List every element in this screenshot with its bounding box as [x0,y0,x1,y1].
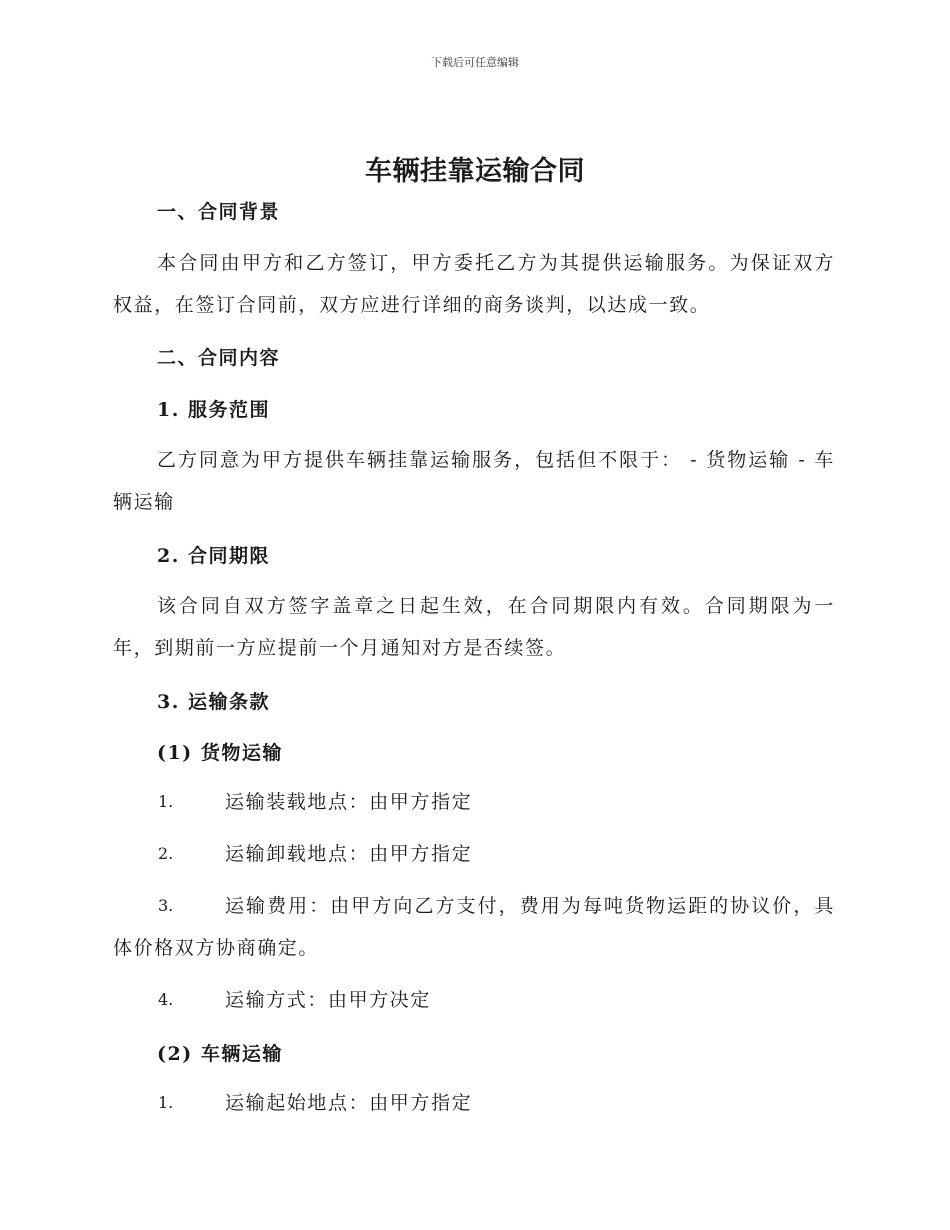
list-item-number: 1. [158,792,174,811]
list-item-text: 运输起始地点：由甲方指定 [225,1092,473,1114]
header-note: 下载后可任意编辑 [431,56,519,69]
list-item-text: 运输装载地点：由甲方指定 [225,791,473,813]
list-item-text: 运输方式：由甲方决定 [225,989,432,1011]
paragraph-background: 本合同由甲方和乙方签订，甲方委托乙方为其提供运输服务。为保证双方权益，在签订合同前，双方应进行详细的商务谈判，以达成一致。 [113,252,835,316]
list-item-number: 3. [158,896,174,915]
document-title: 车辆挂靠运输合同 [365,156,585,187]
subsection-heading-vehicle: (2) 车辆运输 [157,1043,283,1065]
subsection-heading-term: 2. 合同期限 [157,545,270,567]
section-heading-background: 一、合同背景 [157,201,281,223]
list-item-text: 运输费用：由甲方向乙方支付，费用为每吨货物运距的协议价，具体价格双方协商确定。 [113,895,835,959]
list-item [113,781,835,823]
paragraph-term: 该合同自双方签字盖章之日起生效，在合同期限内有效。合同期限为一年，到期前一方应提前一个月通知对方是否续签。 [113,595,835,659]
subsection-heading-transport-terms: 3. 运输条款 [157,691,270,713]
list-item-number: 1. [158,1093,174,1112]
list-item-text: 运输卸载地点：由甲方指定 [225,843,473,865]
list-item [113,833,835,875]
list-item-number: 2. [158,844,174,863]
section-heading-content: 二、合同内容 [157,347,281,369]
list-item [113,1082,835,1124]
subsection-heading-cargo: (1) 货物运输 [157,742,283,764]
list-item-number: 4. [158,990,174,1009]
subsection-heading-service-scope: 1. 服务范围 [157,399,270,421]
list-item [113,979,835,1021]
list-item [113,885,835,969]
paragraph-service-scope: 乙方同意为甲方提供车辆挂靠运输服务，包括但不限于： - 货物运输 - 车辆运输 [113,449,835,513]
